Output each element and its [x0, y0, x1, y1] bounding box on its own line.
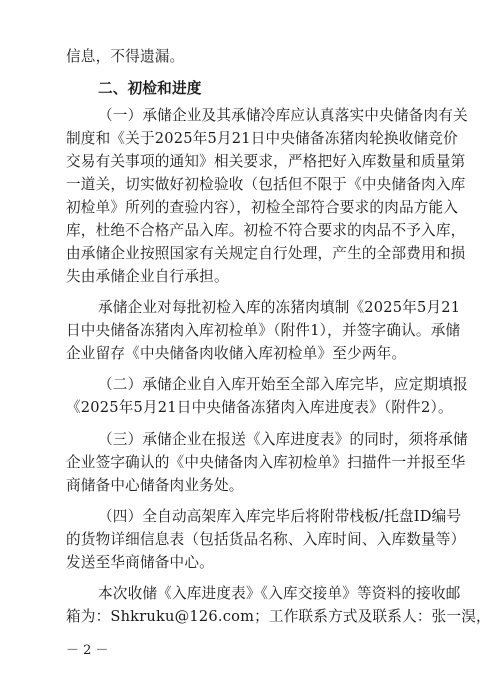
paragraph-line: （二）承储企业自入库开始至全部入库完毕，应定期填报	[98, 376, 468, 393]
paragraph-line: 由承储企业按照国家有关规定自行处理，产生的全部费用和损	[66, 245, 466, 262]
paragraph-line: 交易有关事项的通知》相关要求，严格把好入库数量和质量第	[66, 153, 466, 170]
paragraph-line: （四）全自动高架库入库完毕后将附带栈板/托盘ID编号	[98, 508, 462, 525]
paragraph-line: 发送至华商储备中心。	[66, 554, 214, 571]
paragraph-line: 初检单》所列的查验内容），初检全部符合要求的肉品方能入	[66, 199, 459, 216]
paragraph-line: 库，杜绝不合格产品入库。初检不符合要求的肉品不予入库，	[66, 222, 466, 239]
section-heading: 二、初检和进度	[98, 80, 202, 97]
paragraph-line: 企业留存《中央储备肉收储入库初检单》至少两年。	[66, 345, 407, 362]
paragraph-line: 一道关，切实做好初检验收（包括但不限于《中央储备肉入库	[66, 176, 466, 193]
paragraph-line: 日中央储备冻猪肉入库初检单》（附件1），并签字确认。承储	[66, 322, 461, 339]
paragraph-line: 信息，不得遗漏。	[66, 48, 185, 65]
paragraph-line: 制度和《关于2025年5月21日中央储备冻猪肉轮换收储竞价	[66, 130, 458, 147]
paragraph-line: 的货物详细信息表（包括货品名称、入库时间、入库数量等）	[66, 531, 466, 548]
paragraph-line: 承储企业对每批初检入库的冻猪肉填制《2025年5月21	[98, 299, 461, 316]
page-number: － 2 －	[66, 643, 109, 658]
paragraph-line: （一）承储企业及其承储冷库应认真落实中央储备肉有关	[98, 107, 468, 124]
paragraph-line: （三）承储企业在报送《入库进度表》的同时，须将承储	[98, 431, 468, 448]
paragraph-line: 箱为：Shkruku@126.com；工作联系方式及联系人：张一淏，	[66, 608, 491, 625]
paragraph-line: 商储备中心储备肉业务处。	[66, 477, 244, 494]
paragraph-line: 《2025年5月21日中央储备冻猪肉入库进度表》（附件2）。	[66, 399, 453, 416]
paragraph-line: 本次收储《入库进度表》《入库交接单》等资料的接收邮	[98, 585, 461, 602]
paragraph-line: 企业签字确认的《中央储备肉入库初检单》扫描件一并报至华	[66, 454, 466, 471]
paragraph-line: 失由承储企业自行承担。	[66, 268, 229, 285]
